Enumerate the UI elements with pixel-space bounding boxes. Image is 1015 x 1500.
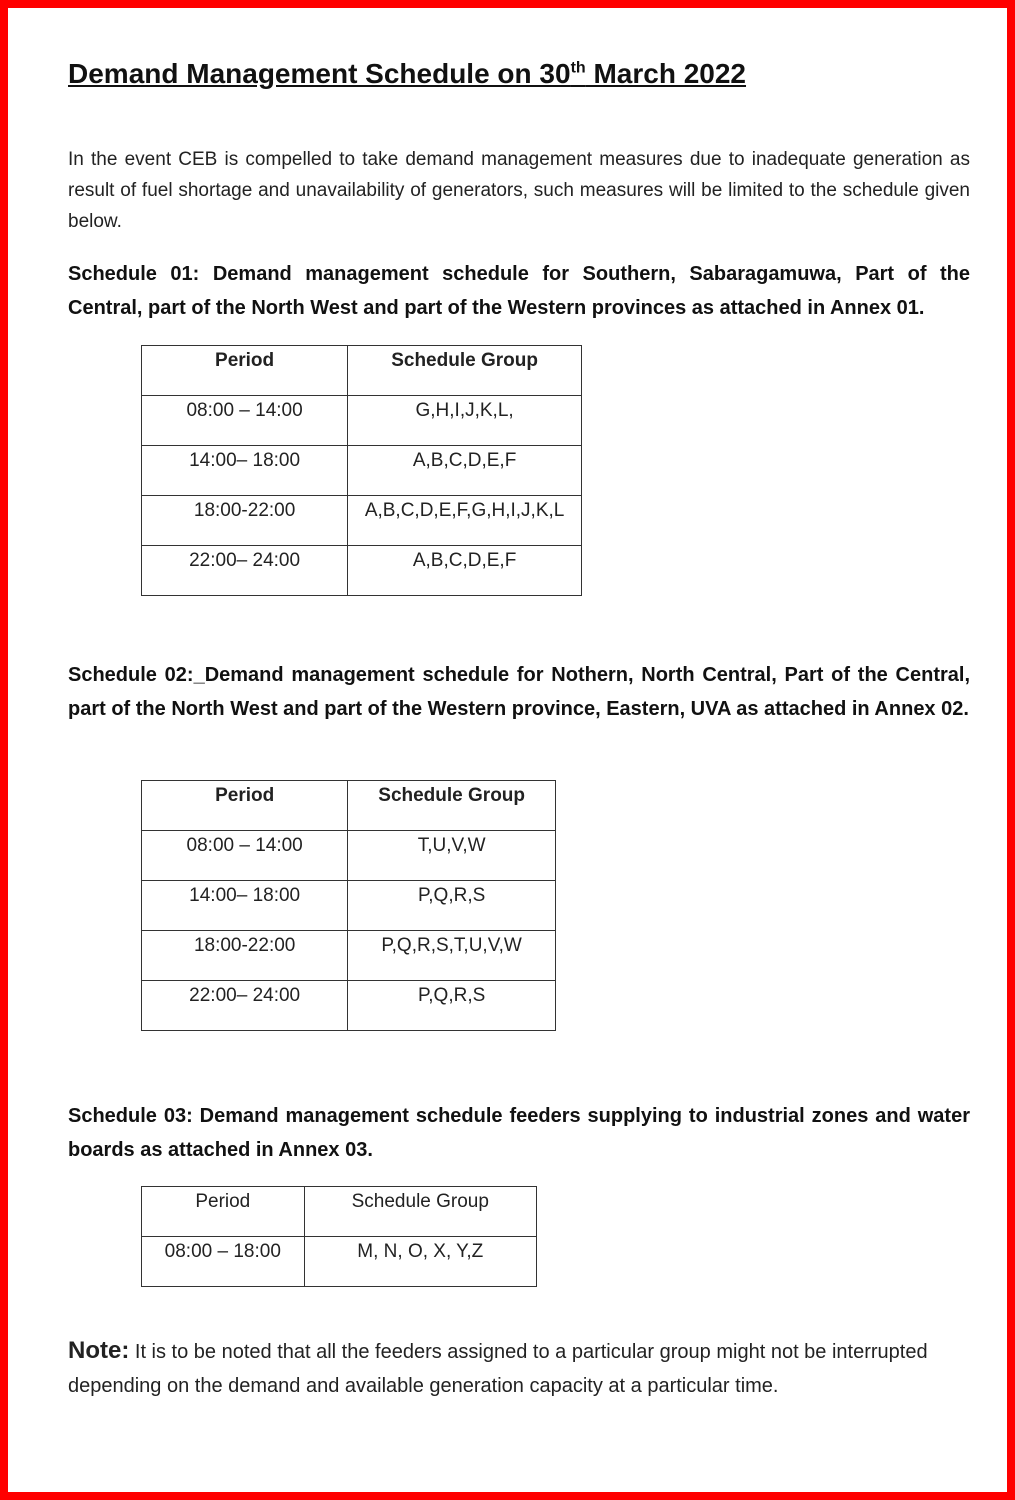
column-header: Schedule Group	[348, 346, 582, 396]
table-header-row	[142, 346, 582, 396]
table-header-row	[142, 1187, 537, 1237]
period-cell: 22:00– 24:00	[142, 546, 348, 596]
group-cell: G,H,I,J,K,L,	[348, 396, 582, 446]
group-cell: A,B,C,D,E,F	[348, 546, 582, 596]
schedule-03-table	[141, 1186, 537, 1287]
intro-paragraph: In the event CEB is compelled to take demand management measures due to inadequate generation as result of fuel shortage and unavailability of generators, such measures will be limited to the schedule given below.	[68, 149, 970, 232]
column-header: Period	[142, 781, 348, 831]
group-cell: T,U,V,W	[348, 831, 556, 881]
table-row	[142, 831, 556, 881]
table-row	[142, 546, 582, 596]
column-header: Period	[142, 1187, 305, 1237]
table-row	[142, 881, 556, 931]
period-cell: 08:00 – 18:00	[142, 1237, 305, 1287]
schedule-01-heading: Schedule 01: Demand management schedule for Southern, Sabaragamuwa, Part of the Central, part of the North West and part of the Western provinces as attached in Annex 01.	[68, 263, 970, 319]
column-header: Schedule Group	[304, 1187, 536, 1237]
table-row	[142, 446, 582, 496]
group-cell: M, N, O, X, Y,Z	[304, 1237, 536, 1287]
period-cell: 14:00– 18:00	[142, 881, 348, 931]
page-title: Demand Management Schedule on 30th March 2022	[68, 58, 747, 89]
schedule-03-heading: Schedule 03: Demand management schedule feeders supplying to industrial zones and water boards as attached in Annex 03.	[68, 1105, 970, 1161]
schedule-01-table	[141, 345, 582, 596]
document-page	[8, 8, 1007, 1492]
table-row	[142, 496, 582, 546]
group-cell: A,B,C,D,E,F,G,H,I,J,K,L	[348, 496, 582, 546]
table-row	[142, 981, 556, 1031]
note-paragraph	[68, 1334, 970, 1403]
table-header-row	[142, 781, 556, 831]
period-cell: 08:00 – 14:00	[142, 396, 348, 446]
note-text: It is to be noted that all the feeders assigned to a particular group might not be interrupted depending on the demand and available generation capacity at a particular time.	[68, 1341, 928, 1397]
table-row	[142, 931, 556, 981]
table-row	[142, 396, 582, 446]
group-cell: A,B,C,D,E,F	[348, 446, 582, 496]
period-cell: 14:00– 18:00	[142, 446, 348, 496]
column-header: Period	[142, 346, 348, 396]
period-cell: 18:00-22:00	[142, 931, 348, 981]
period-cell: 22:00– 24:00	[142, 981, 348, 1031]
period-cell: 08:00 – 14:00	[142, 831, 348, 881]
schedule-02-table	[141, 780, 556, 1031]
group-cell: P,Q,R,S	[348, 981, 556, 1031]
group-cell: P,Q,R,S	[348, 881, 556, 931]
group-cell: P,Q,R,S,T,U,V,W	[348, 931, 556, 981]
schedule-02-heading: Schedule 02:_Demand management schedule for Nothern, North Central, Part of the Central, part of the North West and part of the Western province, Eastern, UVA as attached in Annex 02.	[68, 664, 970, 720]
note-label: Note:	[68, 1337, 130, 1364]
column-header: Schedule Group	[348, 781, 556, 831]
period-cell: 18:00-22:00	[142, 496, 348, 546]
table-row	[142, 1237, 537, 1287]
